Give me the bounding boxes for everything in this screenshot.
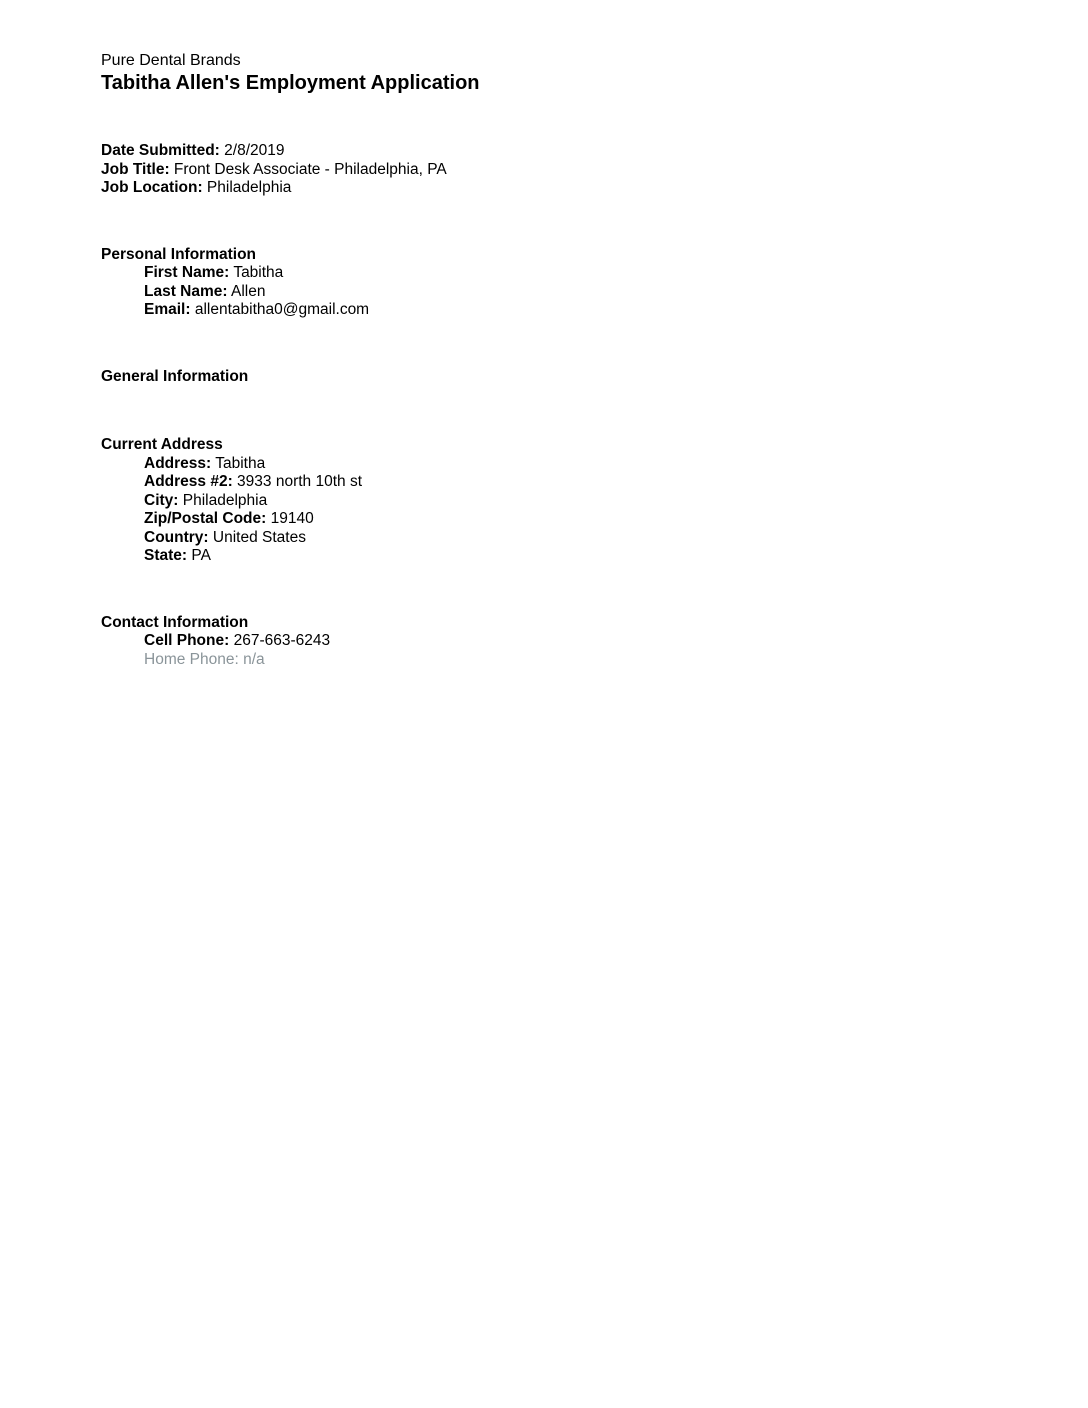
home-phone-value: n/a [243, 650, 265, 668]
personal-information-section [101, 246, 1001, 320]
state-label: State: [144, 547, 188, 564]
date-submitted-value: 2/8/2019 [224, 142, 285, 159]
contact-information-heading: Contact Information [101, 613, 249, 631]
job-title-label: Job Title: [101, 160, 170, 178]
zip-code-value: 19140 [270, 510, 314, 527]
company-name: Pure Dental Brands [101, 52, 241, 69]
first-name-value: Tabitha [233, 264, 284, 281]
zip-code-label: Zip/Postal Code: [144, 510, 267, 527]
city-label: City: [144, 491, 179, 509]
address-2-label: Address #2: [144, 473, 233, 490]
country-row [101, 529, 1001, 548]
cell-phone-row [101, 632, 1001, 651]
submission-meta [101, 142, 1001, 198]
general-information-heading: General Information [101, 367, 249, 385]
home-phone-row [101, 651, 1001, 670]
address-row [101, 455, 1001, 474]
state-row [101, 547, 1001, 566]
email-row [101, 301, 1001, 320]
city-row [101, 492, 1001, 511]
job-title-value: Front Desk Associate - Philadelphia, PA [173, 160, 447, 178]
application-page [101, 51, 1001, 669]
page-title: Tabitha Allen's Employment Application [101, 72, 480, 94]
date-submitted-label: Date Submitted: [101, 142, 220, 159]
country-value: United States [212, 528, 306, 546]
job-location-label: Job Location: [101, 179, 203, 196]
job-title-row [101, 161, 1001, 180]
first-name-row [101, 264, 1001, 283]
home-phone-label: Home Phone: [144, 650, 239, 668]
current-address-heading: Current Address [101, 436, 223, 453]
address-label: Address: [144, 454, 212, 472]
last-name-value: Allen [231, 282, 266, 300]
cell-phone-value: 267-663-6243 [233, 632, 331, 649]
last-name-label: Last Name: [144, 282, 228, 300]
personal-information-heading: Personal Information [101, 245, 257, 263]
last-name-row [101, 283, 1001, 302]
city-value: Philadelphia [182, 491, 268, 509]
job-location-value: Philadelphia [206, 179, 292, 196]
country-label: Country: [144, 528, 209, 546]
empty-section-spacer [101, 386, 1001, 416]
email-label: Email: [144, 301, 191, 318]
cell-phone-label: Cell Phone: [144, 632, 230, 649]
contact-information-section [101, 614, 1001, 670]
zip-code-row [101, 510, 1001, 529]
state-value: PA [191, 547, 211, 564]
job-location-row [101, 179, 1001, 198]
general-information-section [101, 368, 1001, 417]
date-submitted-row [101, 142, 1001, 161]
address-2-value: 3933 north 10th st [237, 473, 363, 490]
current-address-section [101, 436, 1001, 566]
email-value: allentabitha0@gmail.com [194, 301, 370, 318]
address-value: Tabitha [215, 454, 266, 472]
address-2-row [101, 473, 1001, 492]
first-name-label: First Name: [144, 264, 230, 281]
